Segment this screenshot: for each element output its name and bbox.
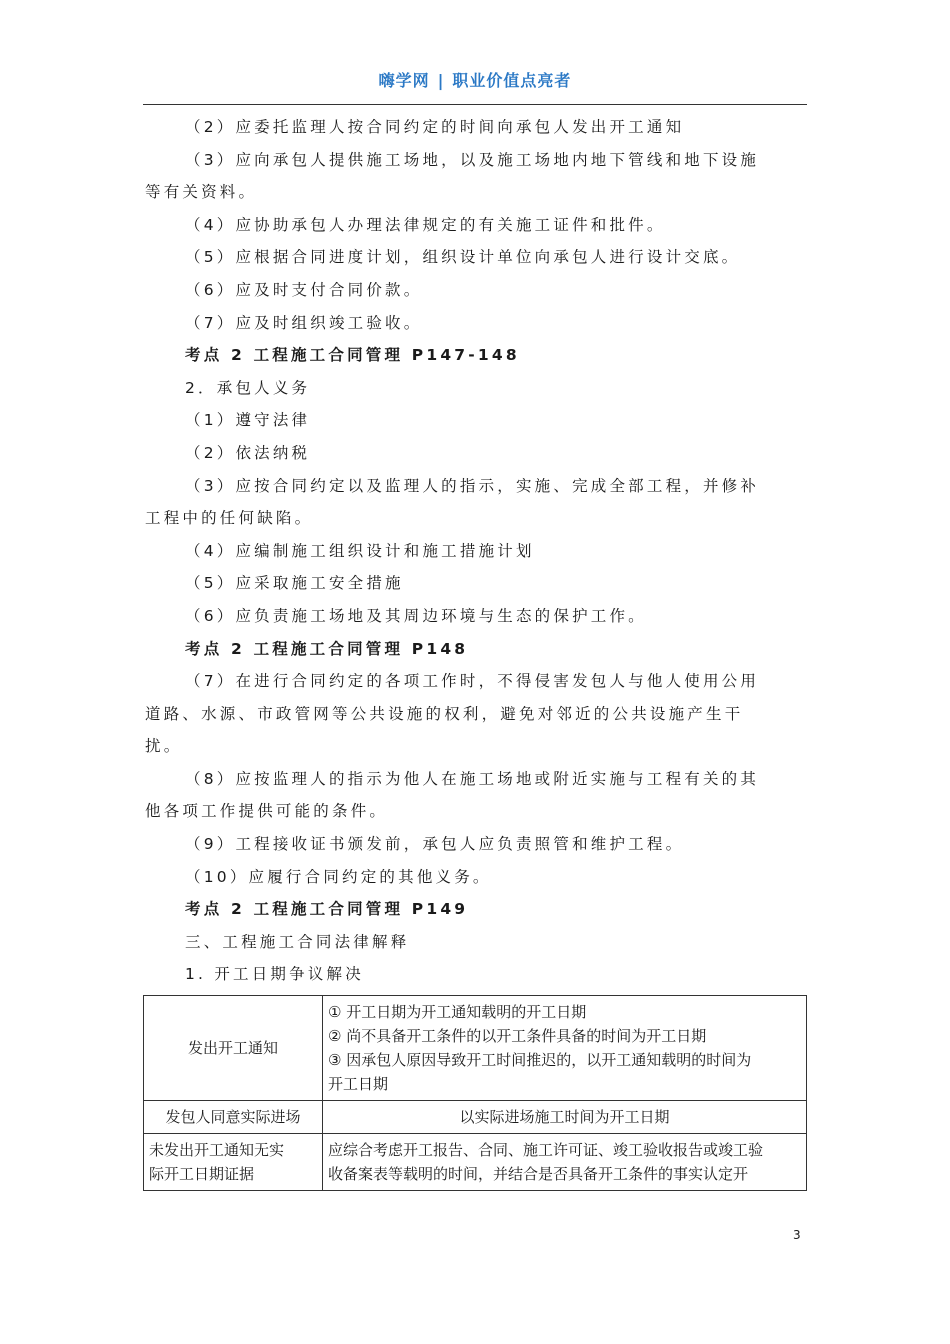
paragraph-line: （8）应按监理人的指示为他人在施工场地或附近实施与工程有关的其 xyxy=(185,769,760,788)
list-item: ② 尚不具备开工条件的以开工条件具备的时间为开工日期 xyxy=(328,1027,707,1045)
row-label: 发包人同意实际进场 xyxy=(144,1101,323,1134)
paragraph-line: 工程中的任何缺陷。 xyxy=(145,509,314,528)
list-item: 开工日期 xyxy=(328,1075,389,1093)
paragraph-line: （2）应委托监理人按合同约定的时间向承包人发出开工通知 xyxy=(185,118,685,136)
paragraph-line: （7）在进行合同约定的各项工作时，不得侵害发包人与他人使用公用 xyxy=(185,672,760,691)
paragraph-line: （5）应采取施工安全措施 xyxy=(185,574,404,593)
row-label xyxy=(144,1134,323,1191)
paragraph-line: 等有关资料。 xyxy=(145,183,258,202)
table-row xyxy=(144,1101,807,1134)
paragraph-line: 1. 开工日期争议解决 xyxy=(185,965,364,984)
paragraph-line: 他各项工作提供可能的条件。 xyxy=(145,802,389,821)
paragraph-line: 2．承包人义务 xyxy=(185,378,311,397)
header-separator: | xyxy=(437,71,445,90)
paragraph-line: 扰。 xyxy=(145,737,183,756)
content-line: 收备案表等载明的时间，并结合是否具备开工条件的事实认定开 xyxy=(328,1165,749,1183)
section-heading: 考点 2 工程施工合同管理 P149 xyxy=(185,900,469,919)
row-content xyxy=(323,1134,807,1191)
header-rule xyxy=(143,104,807,105)
paragraph-line: 三、工程施工合同法律解释 xyxy=(185,932,410,951)
table-row xyxy=(144,996,807,1101)
paragraph-line: （10）应履行合同约定的其他义务。 xyxy=(185,867,492,886)
paragraph-line: （9）工程接收证书颁发前，承包人应负责照管和维护工程。 xyxy=(185,835,685,854)
paragraph-line: （7）应及时组织竣工验收。 xyxy=(185,313,423,332)
header-brand: 嗨学网 xyxy=(378,71,430,90)
table-row xyxy=(144,1134,807,1191)
content-line: 应综合考虑开工报告、合同、施工许可证、竣工验收报告或竣工验 xyxy=(328,1141,764,1159)
section-heading: 考点 2 工程施工合同管理 P147-148 xyxy=(185,346,520,365)
row-content: 以实际进场施工时间为开工日期 xyxy=(323,1101,807,1134)
section-heading: 考点 2 工程施工合同管理 P148 xyxy=(185,639,469,658)
paragraph-line: （2）依法纳税 xyxy=(185,443,311,462)
body-text xyxy=(145,111,805,991)
paragraph-line: （5）应根据合同进度计划，组织设计单位向承包人进行设计交底。 xyxy=(185,248,741,267)
paragraph-line: （4）应协助承包人办理法律规定的有关施工证件和批件。 xyxy=(185,215,666,234)
label-line: 际开工日期证据 xyxy=(149,1165,255,1183)
list-item: ① 开工日期为开工通知载明的开工日期 xyxy=(328,1003,587,1021)
label-line: 未发出开工通知无实 xyxy=(149,1141,285,1159)
row-content xyxy=(323,996,807,1101)
paragraph-line: （4）应编制施工组织设计和施工措施计划 xyxy=(185,541,535,560)
paragraph-line: （1）遵守法律 xyxy=(185,411,311,430)
header-slogan: 职业价值点亮者 xyxy=(452,71,572,90)
row-label: 发出开工通知 xyxy=(144,996,323,1101)
list-item: ③ 因承包人原因导致开工时间推迟的，以开工通知载明的时间为 xyxy=(328,1051,752,1069)
paragraph-line: （6）应负责施工场地及其周边环境与生态的保护工作。 xyxy=(185,606,647,625)
paragraph-line: （3）应向承包人提供施工场地，以及施工场地内地下管线和地下设施 xyxy=(185,150,760,169)
page-number: 3 xyxy=(793,1228,801,1242)
paragraph-line: （6）应及时支付合同价款。 xyxy=(185,280,423,299)
paragraph-line: 道路、水源、市政管网等公共设施的权利，避免对邻近的公共设施产生干 xyxy=(145,704,744,723)
start-date-dispute-table xyxy=(143,995,807,1191)
page-header xyxy=(0,68,950,91)
paragraph-line: （3）应按合同约定以及监理人的指示，实施、完成全部工程，并修补 xyxy=(185,476,760,495)
